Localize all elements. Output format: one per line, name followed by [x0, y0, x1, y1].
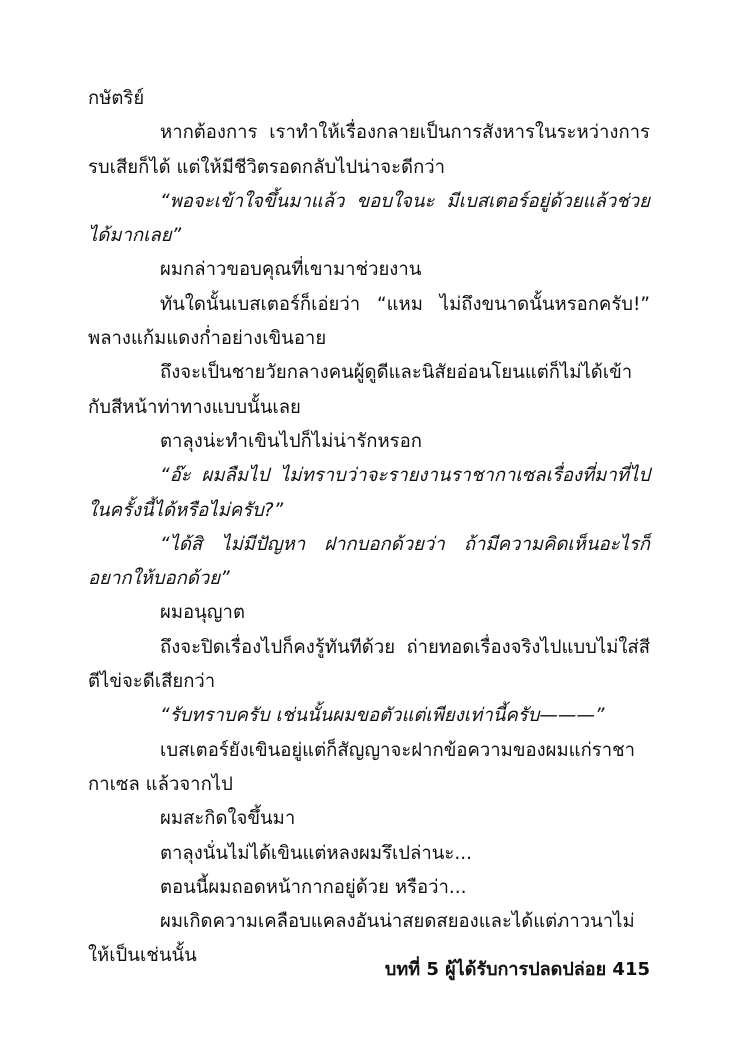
page-footer-chapter-and-page-number: บทที่ 5 ผู้ได้รับการปลดปล่อย 415 [384, 959, 650, 980]
paragraph-15: ตาลุงนั่นไม่ได้เขินแต่หลงผมรึเปล่านะ... [160, 842, 472, 864]
paragraph-1: กษัตริย์ [88, 88, 145, 109]
paragraph-17: ผมเกิดความเคลือบแคลงอันน่าสยดสยองและได้แต่ภาวนาไม่ให้เป็นเช่นนั้น [88, 911, 635, 967]
dialogue-paragraph-3: “พอจะเข้าใจขึ้นมาแล้ว ขอบใจนะ มีเบสเตอร์อยู่ด้วยแล้วช่วยได้มากเลย” [88, 190, 650, 247]
paragraph-5: ทันใดนั้นเบสเตอร์ก็เอ่ยว่า “แหม ไม่ถึงขนาดนั้นหรอกครับ!” พลางแก้มแดงก่ำอย่างเขินอาย [88, 293, 650, 350]
paragraph-14: ผมสะกิดใจขึ้นมา [160, 808, 296, 830]
paragraph-4: ผมกล่าวขอบคุณที่เขามาช่วยงาน [160, 259, 422, 281]
dialogue-paragraph-12: “รับทราบครับ เช่นนั้นผมขอตัวแต่เพียงเท่านี้ครับ———” [160, 705, 605, 727]
paragraph-16: ตอนนี้ผมถอดหน้ากากอยู่ด้วย หรือว่า... [160, 876, 467, 898]
dialogue-paragraph-9: “ได้สิ ไม่มีปัญหา ฝากบอกด้วยว่า ถ้ามีความคิดเห็นอะไรก็อยากให้บอกด้วย” [88, 533, 650, 590]
paragraph-2: หากต้องการ เราทำให้เรื่องกลายเป็นการสังหารในระหว่างการรบเสียก็ได้ แต่ให้มีชีวิตรอดกลับไปน่าจะดีกว่า [88, 122, 650, 178]
paragraph-13: เบสเตอร์ยังเขินอยู่แต่ก็สัญญาจะฝากข้อความของผมแก่ราชากาเซล แล้วจากไป [88, 739, 636, 795]
paragraph-6: ถึงจะเป็นชายวัยกลางคนผู้ดูดีและนิสัยอ่อนโยนแต่ก็ไม่ได้เข้ากับสีหน้าท่าทางแบบนั้นเลย [88, 362, 633, 418]
dialogue-paragraph-8: “อ๊ะ ผมลืมไป ไม่ทราบว่าจะรายงานราชากาเซลเรื่องที่มาที่ไปในครั้งนี้ได้หรือไม่ครับ?” [88, 465, 650, 521]
paragraph-7: ตาลุงน่ะทำเขินไปก็ไม่น่ารักหรอก [160, 430, 422, 452]
paragraph-11: ถึงจะปิดเรื่องไปก็คงรู้ทันทีด้วย ถ่ายทอดเรื่องจริงไปแบบไม่ใส่สีตีไข่จะดีเสียกว่า [88, 636, 650, 693]
paragraph-10: ผมอนุญาต [160, 602, 245, 624]
page-body [88, 82, 650, 974]
